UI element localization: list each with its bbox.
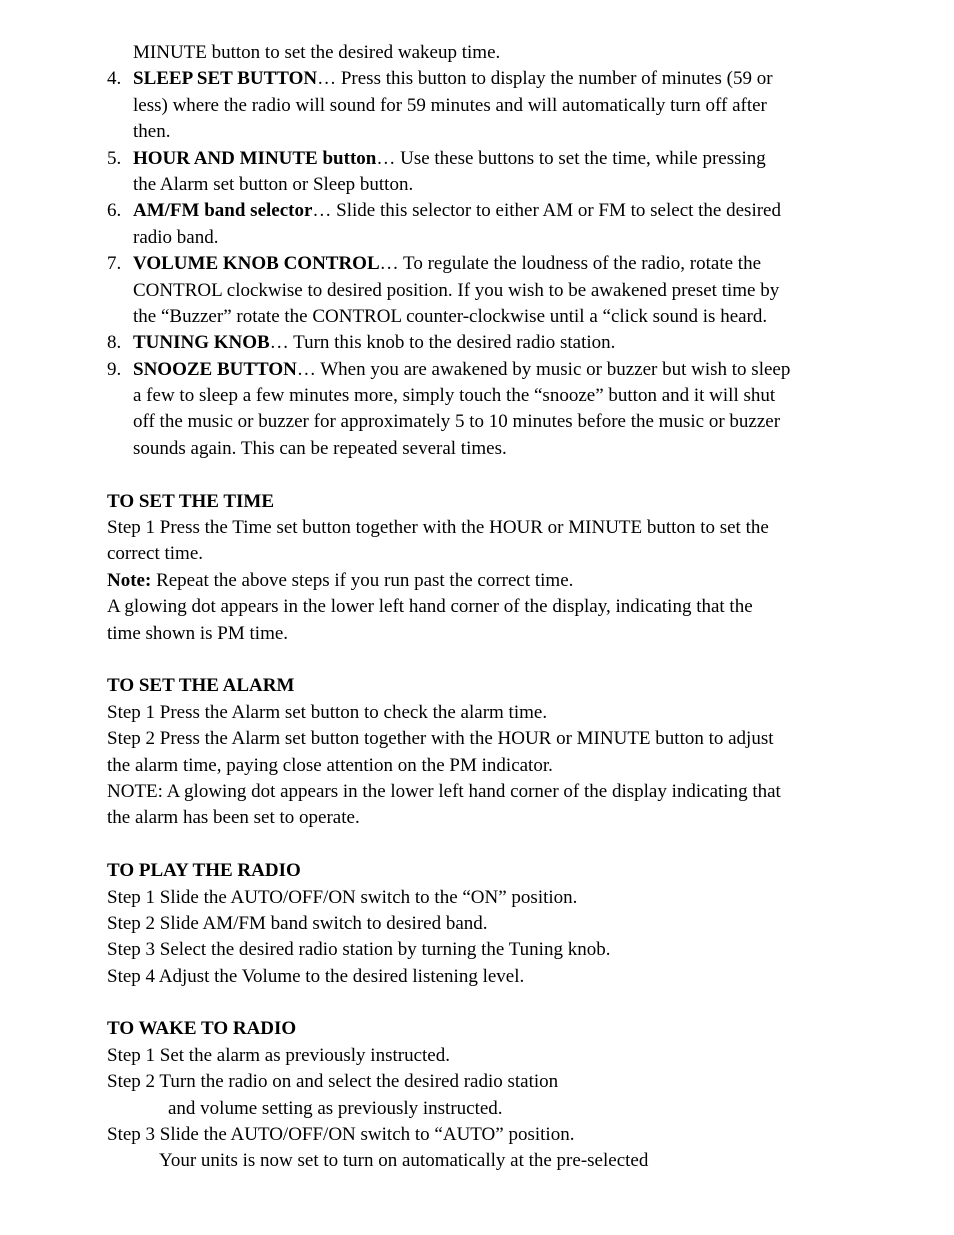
item-text: … To regulate the loudness of the radio, rotate the [379,253,762,275]
section-heading: TO WAKE TO RADIO [107,1018,297,1040]
intro-continuation: MINUTE button to set the desired wakeup time. [133,42,501,63]
step-text: Step 2 Turn the radio on and select the desired radio station [107,1071,559,1093]
item-number: 4. [107,68,122,90]
item-title: HOUR AND MINUTE button [133,147,377,169]
item-text-cont: sounds again. This can be repeated several times. [133,437,507,459]
item-text-cont: less) where the radio will sound for 59 minutes and will automatically turn off after [133,94,767,116]
step-text-cont: and volume setting as previously instructed. [168,1097,503,1119]
section-set-alarm [107,673,847,831]
item-title: TUNING KNOB [133,332,270,354]
item-text: … Turn this knob to the desired radio station. [269,332,616,354]
section-wake-radio [107,1016,847,1174]
note-text: NOTE: A glowing dot appears in the lower left hand corner of the display indicating that [107,780,781,802]
spacer [107,647,847,673]
spacer [107,462,847,488]
item-title: VOLUME KNOB CONTROL [133,253,380,275]
step-text: Step 4 Adjust the Volume to the desired listening level. [107,965,525,987]
item-number: 7. [107,253,122,275]
pm-text: A glowing dot appears in the lower left hand corner of the display, indicating that the [107,596,753,618]
item-text-cont: a few to sleep a few minutes more, simply touch the “snooze” button and it will shut [133,385,776,407]
section-heading: TO PLAY THE RADIO [107,860,301,882]
list-item-8 [107,330,847,356]
section-heading: TO SET THE ALARM [107,675,295,697]
step-text-cont: the alarm time, paying close attention on the PM indicator. [107,754,553,776]
note-text: Repeat the above steps if you run past the correct time. [151,569,574,591]
section-play-radio [107,858,847,990]
list-item-7 [107,251,847,330]
step-text: Step 3 Select the desired radio station by turning the Tuning knob. [107,939,611,961]
pm-text-cont: time shown is PM time. [107,622,289,644]
item-title: AM/FM band selector [133,200,313,222]
item-text: … Slide this selector to either AM or FM to select the desired [312,200,781,222]
step-text: Step 2 Press the Alarm set button together with the HOUR or MINUTE button to adjust [107,728,774,750]
step-text: Step 2 Slide AM/FM band switch to desired band. [107,912,488,934]
item-number: 9. [107,358,122,380]
item-number: 6. [107,200,122,222]
step-text-cont: correct time. [107,543,204,565]
list-item-5 [107,146,847,199]
list-item-6 [107,198,847,251]
item-text-cont: radio band. [133,226,219,248]
item-text: … Press this button to display the number of minutes (59 or [317,68,773,90]
step-text: Step 1 Press the Time set button together with the HOUR or MINUTE button to set the [107,517,769,539]
item-text-cont: the “Buzzer” rotate the CONTROL counter-clockwise until a “click sound is heard. [133,305,768,327]
item-text-cont: off the music or buzzer for approximately 5 to 10 minutes before the music or buzzer [133,411,781,433]
step-text: Step 1 Slide the AUTO/OFF/ON switch to the “ON” position. [107,886,578,908]
item-text: … Use these buttons to set the time, while pressing [376,147,766,169]
step-text: Step 1 Press the Alarm set button to check the alarm time. [107,701,548,723]
document-page [107,40,847,1175]
note-label: Note: [107,569,152,591]
item-text: … When you are awakened by music or buzzer but wish to sleep [296,358,791,380]
note-text-cont: the alarm has been set to operate. [107,807,360,829]
step-text: Step 3 Slide the AUTO/OFF/ON switch to “AUTO” position. [107,1124,575,1146]
list-item-9 [107,357,847,463]
item-number: 8. [107,332,122,354]
spacer [107,990,847,1016]
section-heading: TO SET THE TIME [107,490,275,512]
step-text-cont: Your units is now set to turn on automatically at the pre-selected [159,1150,649,1172]
item-text-cont: CONTROL clockwise to desired position. If you wish to be awakened preset time by [133,279,780,301]
item-title: SNOOZE BUTTON [133,358,297,380]
spacer [107,832,847,858]
item-text-cont: the Alarm set button or Sleep button. [133,173,414,195]
list-item-4 [107,66,847,145]
item-number: 5. [107,147,122,169]
section-set-time [107,489,847,647]
item-text-cont: then. [133,121,171,143]
item-title: SLEEP SET BUTTON [133,68,318,90]
step-text: Step 1 Set the alarm as previously instructed. [107,1044,450,1066]
